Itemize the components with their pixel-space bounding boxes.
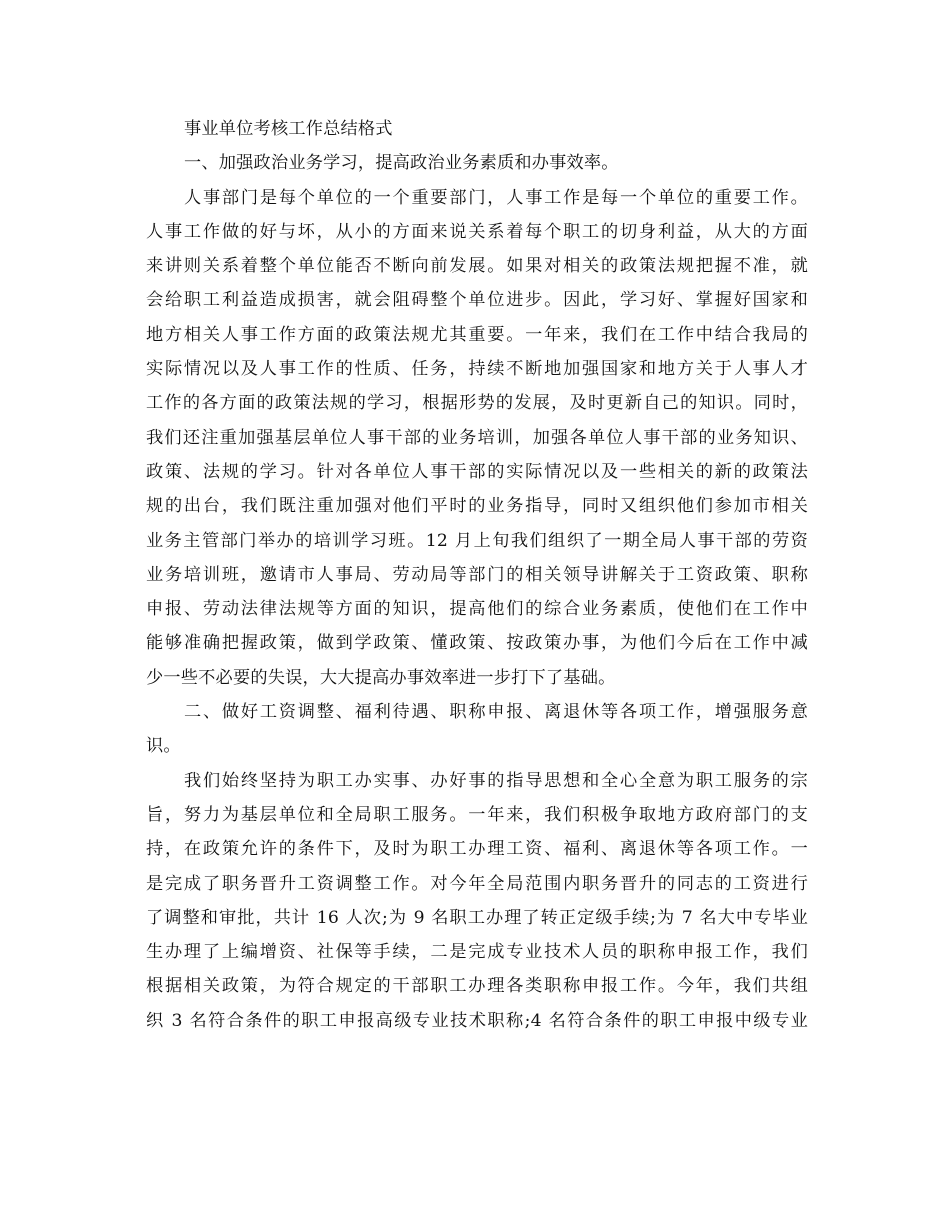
paragraph-1 — [146, 181, 808, 695]
paragraph-line: 了调整和审批，共计 16 人次;为 9 名职工办理了转正定级手续;为 7 名大中专毕业 — [146, 907, 808, 928]
paragraph-line: 地方相关人事工作方面的政策法规尤其重要。一年来，我们在工作中结合我局的 — [146, 324, 808, 345]
paragraph-line: 申报、劳动法律法规等方面的知识，提高他们的综合业务素质，使他们在工作中 — [146, 599, 808, 620]
paragraph-line: 少一些不必要的失误，大大提高办事效率进一步打下了基础。 — [146, 667, 616, 688]
paragraph-line: 规的出台，我们既注重加强对他们平时的业务指导，同时又组织他们参加市相关 — [146, 496, 808, 517]
paragraph-line: 人事工作做的好与坏，从小的方面来说关系着每个职工的切身利益，从大的方面 — [146, 221, 808, 242]
paragraph-line: 生办理了上编增资、社保等手续，二是完成专业技术人员的职称申报工作，我们 — [146, 942, 808, 963]
paragraph-line: 业务主管部门举办的培训学习班。12 月上旬我们组织了一期全局人事干部的劳资 — [146, 530, 808, 551]
section-1-heading: 一、加强政治业务学习，提高政治业务素质和办事效率。 — [184, 153, 619, 174]
paragraph-line: 持，在政策允许的条件下，及时为职工办理工资、福利、离退休等各项工作。一 — [146, 839, 808, 860]
paragraph-line: 人事部门是每个单位的一个重要部门，人事工作是每一个单位的重要工作。 — [184, 187, 808, 208]
paragraph-line: 实际情况以及人事工作的性质、任务，持续不断地加强国家和地方关于人事人才 — [146, 359, 808, 380]
paragraph-line: 政策、法规的学习。针对各单位人事干部的实际情况以及一些相关的新的政策法 — [146, 461, 808, 482]
paragraph-line: 是完成了职务晋升工资调整工作。对今年全局范围内职务晋升的同志的工资进行 — [146, 873, 808, 894]
paragraph-line: 我们始终坚持为职工办实事、办好事的指导思想和全心全意为职工服务的宗 — [184, 770, 808, 791]
paragraph-line: 业务培训班，邀请市人事局、劳动局等部门的相关领导讲解关于工资政策、职称 — [146, 564, 808, 585]
paragraph-line: 织 3 名符合条件的职工申报高级专业技术职称;4 名符合条件的职工申报中级专业 — [146, 1010, 808, 1031]
paragraph-line: 工作的各方面的政策法规的学习，根据形势的发展，及时更新自己的知识。同时， — [146, 393, 808, 414]
section-2-heading — [146, 695, 808, 764]
heading-line: 二、做好工资调整、福利待遇、职称申报、离退休等各项工作，增强服务意 — [184, 702, 808, 723]
paragraph-2 — [146, 764, 808, 1038]
document-page — [146, 112, 808, 1038]
paragraph-line: 根据相关政策，为符合规定的干部职工办理各类职称申报工作。今年，我们共组 — [146, 976, 808, 997]
paragraph-line: 我们还注重加强基层单位人事干部的业务培训，加强各单位人事干部的业务知识、 — [146, 427, 808, 448]
paragraph-line: 会给职工利益造成损害，就会阻碍整个单位进步。因此，学习好、掌握好国家和 — [146, 290, 808, 311]
paragraph-line: 能够准确把握政策，做到学政策、懂政策、按政策办事，为他们今后在工作中减 — [146, 633, 808, 654]
paragraph-line: 旨，努力为基层单位和全局职工服务。一年来，我们积极争取地方政府部门的支 — [146, 804, 808, 825]
paragraph-line: 来讲则关系着整个单位能否不断向前发展。如果对相关的政策法规把握不准，就 — [146, 256, 808, 277]
heading-line: 识。 — [146, 736, 181, 757]
document-title: 事业单位考核工作总结格式 — [184, 119, 393, 139]
